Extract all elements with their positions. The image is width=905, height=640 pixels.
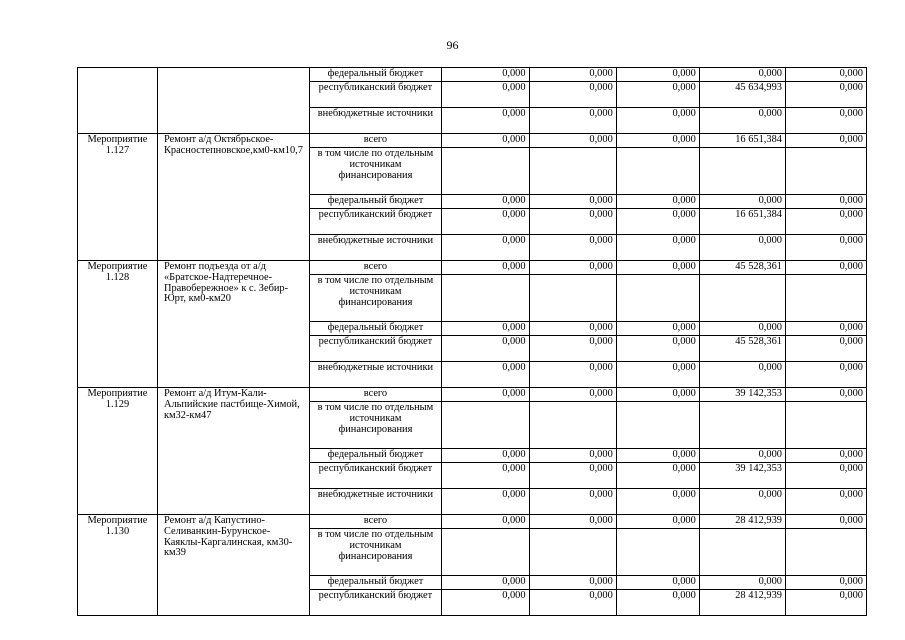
amount-cell xyxy=(442,402,529,449)
amount-cell: 0,000 xyxy=(529,463,616,489)
amount-cell xyxy=(699,148,785,195)
amount-cell: 0,000 xyxy=(616,449,699,463)
funding-source-cell: внебюджетные источники xyxy=(309,235,442,261)
amount-cell xyxy=(785,148,866,195)
amount-cell: 0,000 xyxy=(442,362,529,388)
amount-cell xyxy=(442,529,529,576)
amount-cell: 0,000 xyxy=(616,261,699,275)
amount-cell: 28 412,939 xyxy=(699,515,785,529)
event-cell xyxy=(78,68,158,134)
amount-cell: 0,000 xyxy=(616,489,699,515)
amount-cell: 0,000 xyxy=(442,336,529,362)
amount-cell: 0,000 xyxy=(442,68,529,82)
amount-cell: 0,000 xyxy=(616,336,699,362)
amount-cell xyxy=(442,275,529,322)
amount-cell: 0,000 xyxy=(529,82,616,108)
amount-cell: 0,000 xyxy=(442,489,529,515)
event-name-cell xyxy=(157,68,309,134)
funding-source-cell: в том числе по отдельным источникам финансирования xyxy=(309,275,442,322)
amount-cell: 0,000 xyxy=(442,209,529,235)
amount-cell: 0,000 xyxy=(529,576,616,590)
event-name-cell: Ремонт а/д Итум-Кали-Альпийские пастбище-Химой, км32-км47 xyxy=(157,388,309,515)
amount-cell: 0,000 xyxy=(785,82,866,108)
event-cell: Мероприятие 1.129 xyxy=(78,388,158,515)
amount-cell: 0,000 xyxy=(785,68,866,82)
amount-cell: 0,000 xyxy=(616,590,699,616)
amount-cell xyxy=(699,402,785,449)
amount-cell: 0,000 xyxy=(529,108,616,134)
funding-source-cell: всего xyxy=(309,134,442,148)
funding-source-cell: федеральный бюджет xyxy=(309,576,442,590)
funding-source-cell: в том числе по отдельным источникам финансирования xyxy=(309,148,442,195)
amount-cell: 0,000 xyxy=(616,576,699,590)
amount-cell xyxy=(699,529,785,576)
amount-cell: 0,000 xyxy=(442,261,529,275)
amount-cell: 0,000 xyxy=(442,82,529,108)
funding-source-cell: республиканский бюджет xyxy=(309,209,442,235)
amount-cell: 0,000 xyxy=(442,463,529,489)
amount-cell: 39 142,353 xyxy=(699,388,785,402)
table-row xyxy=(78,68,867,82)
amount-cell xyxy=(529,402,616,449)
funding-source-cell: внебюджетные источники xyxy=(309,108,442,134)
funding-source-cell: республиканский бюджет xyxy=(309,463,442,489)
amount-cell: 0,000 xyxy=(785,235,866,261)
amount-cell: 0,000 xyxy=(616,68,699,82)
amount-cell: 0,000 xyxy=(529,362,616,388)
amount-cell: 0,000 xyxy=(529,590,616,616)
funding-source-cell: внебюджетные источники xyxy=(309,489,442,515)
amount-cell xyxy=(616,148,699,195)
funding-source-cell: федеральный бюджет xyxy=(309,68,442,82)
amount-cell: 0,000 xyxy=(616,322,699,336)
amount-cell: 0,000 xyxy=(442,195,529,209)
amount-cell: 0,000 xyxy=(785,134,866,148)
amount-cell: 0,000 xyxy=(529,235,616,261)
amount-cell: 0,000 xyxy=(616,134,699,148)
amount-cell: 0,000 xyxy=(785,108,866,134)
amount-cell: 0,000 xyxy=(616,388,699,402)
amount-cell: 0,000 xyxy=(616,195,699,209)
amount-cell: 0,000 xyxy=(442,590,529,616)
amount-cell: 0,000 xyxy=(785,362,866,388)
amount-cell: 0,000 xyxy=(529,388,616,402)
amount-cell: 16 651,384 xyxy=(699,209,785,235)
table-row xyxy=(78,388,867,402)
amount-cell: 0,000 xyxy=(616,235,699,261)
amount-cell xyxy=(529,529,616,576)
amount-cell xyxy=(785,402,866,449)
amount-cell: 0,000 xyxy=(699,322,785,336)
amount-cell xyxy=(616,402,699,449)
amount-cell: 0,000 xyxy=(785,590,866,616)
funding-source-cell: внебюджетные источники xyxy=(309,362,442,388)
amount-cell: 0,000 xyxy=(616,362,699,388)
amount-cell: 0,000 xyxy=(616,209,699,235)
amount-cell: 0,000 xyxy=(785,209,866,235)
amount-cell: 0,000 xyxy=(699,235,785,261)
amount-cell: 0,000 xyxy=(529,489,616,515)
amount-cell: 0,000 xyxy=(785,261,866,275)
funding-source-cell: в том числе по отдельным источникам финансирования xyxy=(309,529,442,576)
amount-cell: 0,000 xyxy=(442,108,529,134)
amount-cell: 0,000 xyxy=(785,449,866,463)
amount-cell: 0,000 xyxy=(785,489,866,515)
amount-cell: 0,000 xyxy=(442,515,529,529)
event-name-cell: Ремонт подъезда от а/д «Братское-Надтеречное-Правобережное» к с. Зебир-Юрт, км0-км20 xyxy=(157,261,309,388)
amount-cell: 0,000 xyxy=(785,463,866,489)
amount-cell: 0,000 xyxy=(699,362,785,388)
amount-cell: 0,000 xyxy=(529,449,616,463)
amount-cell: 0,000 xyxy=(529,195,616,209)
amount-cell: 45 528,361 xyxy=(699,336,785,362)
amount-cell: 0,000 xyxy=(785,388,866,402)
amount-cell: 0,000 xyxy=(442,134,529,148)
funding-source-cell: республиканский бюджет xyxy=(309,82,442,108)
amount-cell xyxy=(442,148,529,195)
amount-cell: 0,000 xyxy=(699,68,785,82)
funding-source-cell: в том числе по отдельным источникам финансирования xyxy=(309,402,442,449)
amount-cell xyxy=(616,275,699,322)
amount-cell: 0,000 xyxy=(529,209,616,235)
amount-cell: 45 528,361 xyxy=(699,261,785,275)
amount-cell: 45 634,993 xyxy=(699,82,785,108)
amount-cell xyxy=(699,275,785,322)
funding-source-cell: всего xyxy=(309,388,442,402)
amount-cell: 0,000 xyxy=(699,576,785,590)
amount-cell: 0,000 xyxy=(442,449,529,463)
amount-cell xyxy=(529,148,616,195)
amount-cell: 0,000 xyxy=(442,388,529,402)
event-cell: Мероприятие 1.130 xyxy=(78,515,158,616)
amount-cell: 0,000 xyxy=(529,261,616,275)
amount-cell: 0,000 xyxy=(785,576,866,590)
amount-cell: 16 651,384 xyxy=(699,134,785,148)
amount-cell xyxy=(785,275,866,322)
table-row xyxy=(78,515,867,529)
amount-cell: 0,000 xyxy=(442,322,529,336)
funding-source-cell: всего xyxy=(309,261,442,275)
funding-source-cell: республиканский бюджет xyxy=(309,336,442,362)
amount-cell: 0,000 xyxy=(529,134,616,148)
funding-source-cell: федеральный бюджет xyxy=(309,195,442,209)
amount-cell: 28 412,939 xyxy=(699,590,785,616)
funding-source-cell: республиканский бюджет xyxy=(309,590,442,616)
table-body xyxy=(78,68,867,616)
amount-cell: 0,000 xyxy=(529,336,616,362)
amount-cell xyxy=(616,529,699,576)
amount-cell: 0,000 xyxy=(442,235,529,261)
amount-cell: 0,000 xyxy=(529,515,616,529)
amount-cell: 0,000 xyxy=(699,108,785,134)
amount-cell: 0,000 xyxy=(616,463,699,489)
amount-cell: 0,000 xyxy=(529,322,616,336)
table-row xyxy=(78,134,867,148)
funding-source-cell: федеральный бюджет xyxy=(309,449,442,463)
event-cell: Мероприятие 1.127 xyxy=(78,134,158,261)
event-cell: Мероприятие 1.128 xyxy=(78,261,158,388)
amount-cell: 39 142,353 xyxy=(699,463,785,489)
amount-cell: 0,000 xyxy=(529,68,616,82)
amount-cell: 0,000 xyxy=(699,195,785,209)
funding-source-cell: всего xyxy=(309,515,442,529)
amount-cell: 0,000 xyxy=(785,322,866,336)
table-row xyxy=(78,261,867,275)
amount-cell: 0,000 xyxy=(616,515,699,529)
amount-cell xyxy=(785,529,866,576)
page-number: 96 xyxy=(446,38,459,52)
amount-cell: 0,000 xyxy=(699,449,785,463)
budget-table xyxy=(77,67,867,616)
amount-cell: 0,000 xyxy=(785,336,866,362)
amount-cell: 0,000 xyxy=(785,515,866,529)
funding-source-cell: федеральный бюджет xyxy=(309,322,442,336)
amount-cell: 0,000 xyxy=(616,82,699,108)
amount-cell: 0,000 xyxy=(785,195,866,209)
amount-cell: 0,000 xyxy=(442,576,529,590)
amount-cell: 0,000 xyxy=(616,108,699,134)
event-name-cell: Ремонт а/д Капустино-Селиванкин-Бурунское-Каяклы-Каргалинская, км30-км39 xyxy=(157,515,309,616)
event-name-cell: Ремонт а/д Октябрьское-Красностепновское,км0-км10,7 xyxy=(157,134,309,261)
amount-cell: 0,000 xyxy=(699,489,785,515)
amount-cell xyxy=(529,275,616,322)
